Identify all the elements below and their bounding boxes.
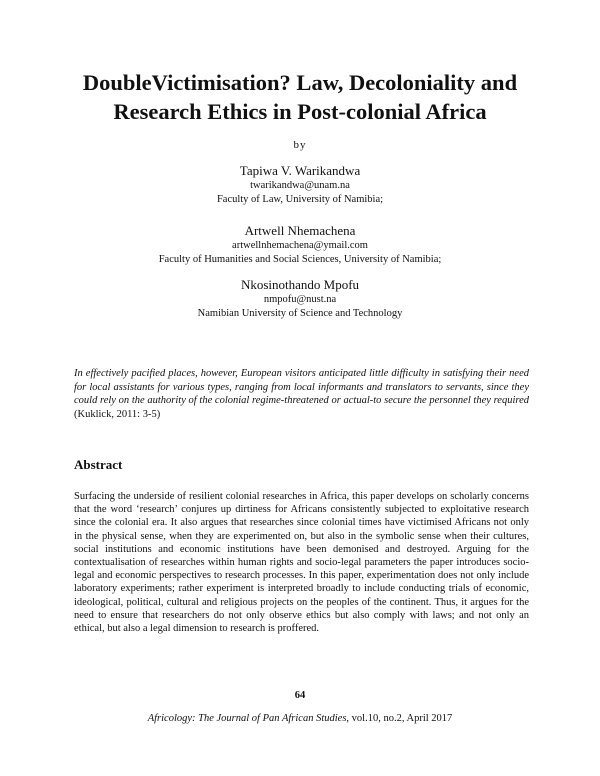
author-email: nmpofu@nust.na (263, 294, 337, 305)
epigraph (74, 367, 529, 421)
paper-title (40, 68, 560, 126)
page-number: 64 (294, 690, 306, 701)
author-affiliation: Namibian University of Science and Technology (197, 308, 403, 319)
author-block (40, 163, 560, 207)
journal-footer (0, 713, 600, 724)
author-email: twarikandwa@unam.na (250, 180, 350, 191)
title-line-2: Research Ethics in Post-colonial Africa (113, 99, 487, 124)
author-email: artwellnhemachena@ymail.com (232, 240, 368, 251)
author-name: Tapiwa V. Warikandwa (239, 163, 361, 178)
author-affiliation: Faculty of Humanities and Social Sciences, University of Namibia; (158, 254, 442, 265)
epigraph-citation: (Kuklick, 2011: 3-5) (74, 408, 161, 420)
abstract-heading: Abstract (74, 457, 123, 472)
journal-details: , vol.10, no.2, April 2017 (346, 713, 453, 724)
author-block (40, 223, 560, 267)
author-affiliation: Faculty of Law, University of Namibia; (216, 194, 384, 205)
author-name: Nkosinothando Mpofu (240, 277, 360, 292)
abstract-body: Surfacing the underside of resilient colonial researches in Africa, this paper develops on scholarly concerns that the word ‘research’ conjures up dirtiness for Africans consistently subjected to exploitative research since the colonial era. It also argues that researches since colonial times have victimised Africans not only in the physical sense, when they are experimented on, but also in the symbolic sense when their cultures, social institutions and economic institutions have been demonised and destroyed. Arguing for the contextualisation of researches within human rights and socio-legal parameters the paper introduces socio-legal and economic perspectives to research processes. In this paper, experimentation does not only include laboratory experiments; rather experiment is interpreted broadly to include conducting trials of economic, ideological, political, cultural and religious projects on the peoples of the continent. Thus, it argues for the need to ensure that researchers do not only observe ethics but also comply with laws; and not only an ethical, but also a legal dimension to research is proffered. (74, 491, 529, 635)
title-line-1: DoubleVictimisation? Law, Decoloniality and (82, 70, 518, 95)
author-block (40, 277, 560, 321)
epigraph-quote: In effectively pacified places, however, European visitors anticipated little difficulty in satisfying their need for local assistants for various types, ranging from local informants and translators to servants, since they could rely on the authority of the colonial regime-threatened or actual-to secure the personnel they required (74, 368, 529, 406)
journal-name: Africology: The Journal of Pan African Studies (147, 713, 347, 724)
by-label: by (293, 139, 307, 151)
author-name: Artwell Nhemachena (244, 223, 356, 238)
